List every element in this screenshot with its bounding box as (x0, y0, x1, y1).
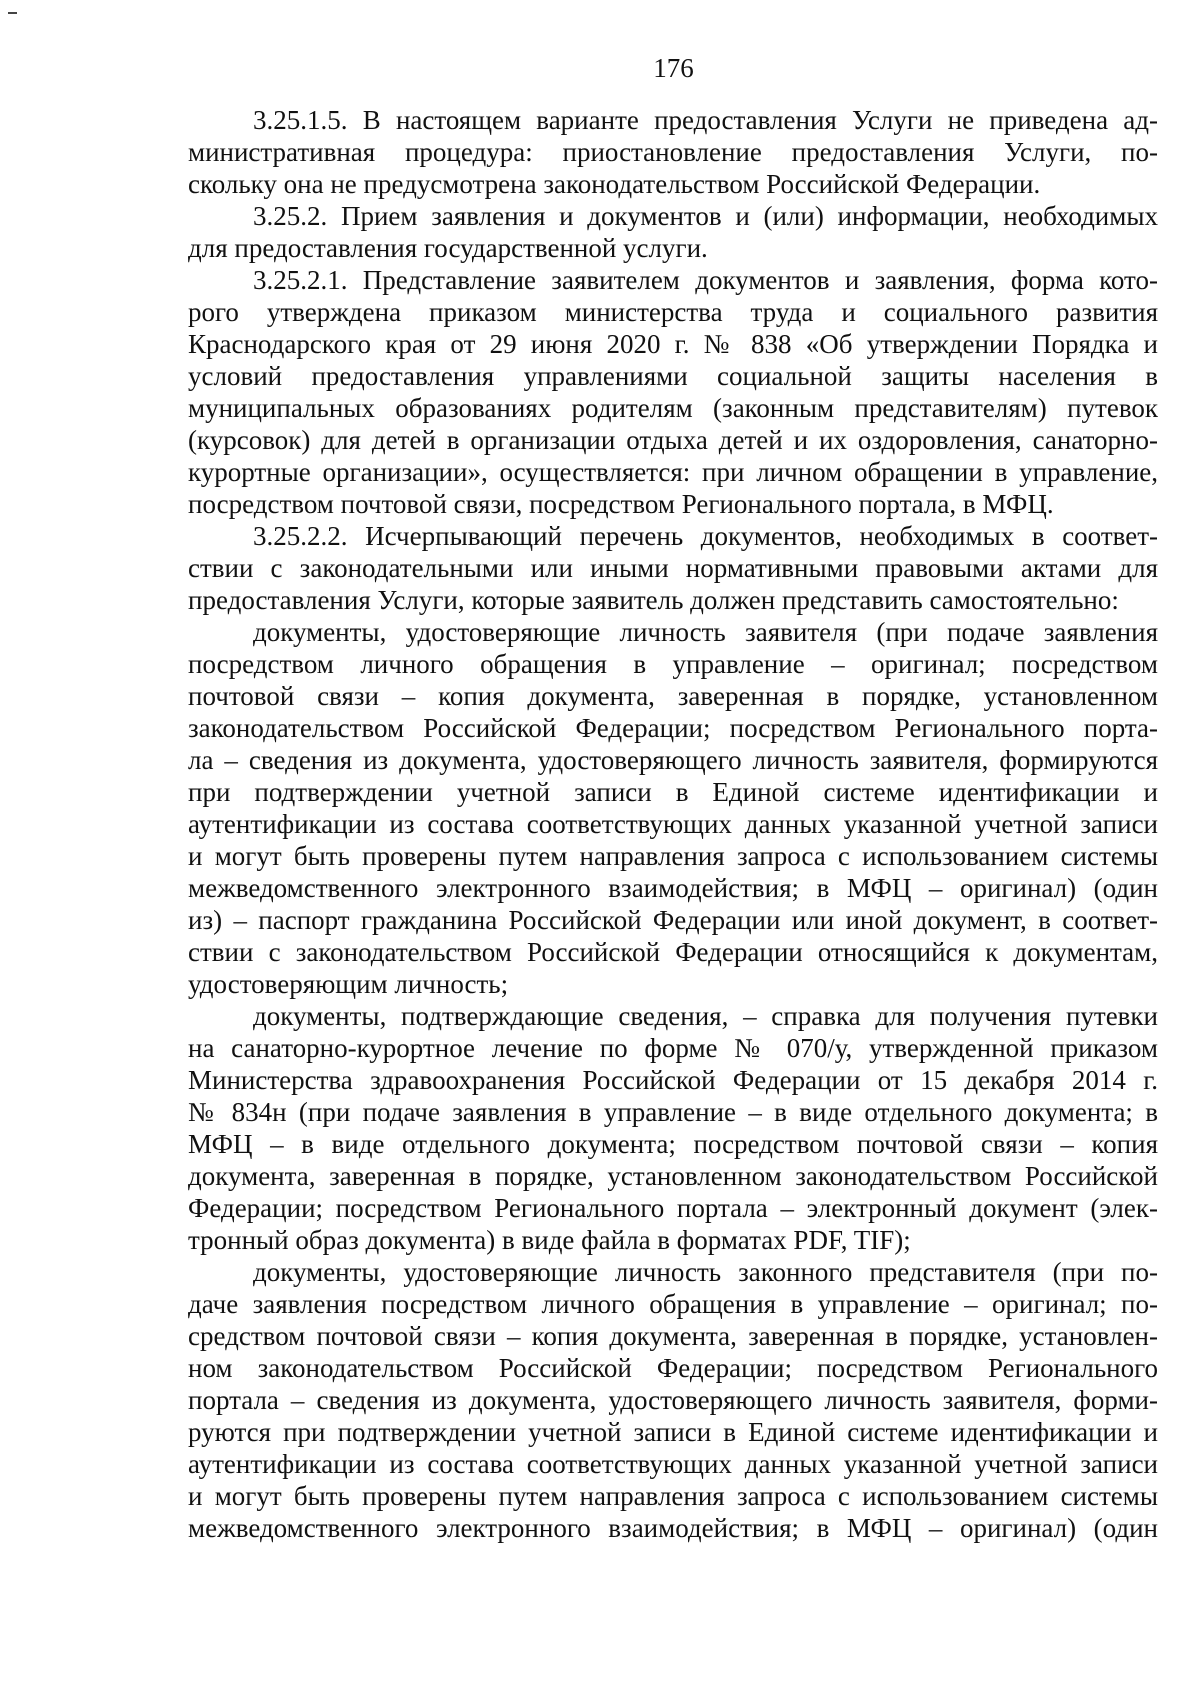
text-line: на санаторно-курортное лечение по форме № 070/у, утвержденной приказом (188, 1033, 1158, 1063)
text-line: при подтверждении учетной записи в Единой системе идентификации и (188, 777, 1158, 807)
text-line: ла – сведения из документа, удостоверяющего личность заявителя, формируются (188, 745, 1158, 775)
text-line: посредством личного обращения в управление – оригинал; посредством (188, 649, 1158, 679)
text-line: межведомственного электронного взаимодействия; в МФЦ – оригинал) (один (188, 873, 1158, 903)
text-line: документы, подтверждающие сведения, – справка для получения путевки (253, 1001, 1158, 1031)
text-line: ствии с законодательством Российской Федерации относящийся к документам, (188, 937, 1158, 967)
text-line: муниципальных образованиях родителям (законным представителям) путевок (188, 393, 1158, 423)
text-line: предоставления Услуги, которые заявитель должен представить самостоятельно: (188, 585, 1119, 615)
text-line: № 834н (при подаче заявления в управление – в виде отдельного документа; в (188, 1097, 1158, 1127)
text-line: законодательством Российской Федерации; посредством Регионального порта- (188, 713, 1158, 743)
text-line: и могут быть проверены путем направления запроса с использованием системы (188, 1481, 1158, 1511)
text-line: министративная процедура: приостановление предоставления Услуги, по- (188, 137, 1158, 167)
text-line: аутентификации из состава соответствующих данных указанной учетной записи (188, 809, 1158, 839)
text-line: даче заявления посредством личного обращения в управление – оригинал; по- (188, 1289, 1158, 1319)
text-line: удостоверяющим личность; (188, 969, 509, 999)
text-line: документы, удостоверяющие личность заявителя (при подаче заявления (253, 617, 1158, 647)
text-line: 3.25.2.1. Представление заявителем документов и заявления, форма кото- (253, 265, 1158, 295)
text-line: аутентификации из состава соответствующих данных указанной учетной записи (188, 1449, 1158, 1479)
page-number: 176 (653, 53, 694, 83)
text-line: портала – сведения из документа, удостоверяющего личность заявителя, форми- (188, 1385, 1158, 1415)
text-line: МФЦ – в виде отдельного документа; посредством почтовой связи – копия (188, 1129, 1158, 1159)
text-line: тронный образ документа) в виде файла в форматах PDF, TIF); (188, 1225, 911, 1255)
text-line: межведомственного электронного взаимодействия; в МФЦ – оригинал) (один (188, 1513, 1158, 1543)
text-line: 3.25.1.5. В настоящем варианте предоставления Услуги не приведена ад- (253, 105, 1158, 135)
text-line: рого утверждена приказом министерства труда и социального развития (188, 297, 1158, 327)
text-line: почтовой связи – копия документа, заверенная в порядке, установленном (188, 681, 1158, 711)
text-line: 3.25.2. Прием заявления и документов и (или) информации, необходимых (253, 201, 1158, 231)
text-line: Министерства здравоохранения Российской Федерации от 15 декабря 2014 г. (188, 1065, 1158, 1095)
text-line: скольку она не предусмотрена законодательством Российской Федерации. (188, 169, 1041, 199)
text-line: 3.25.2.2. Исчерпывающий перечень документов, необходимых в соответ- (253, 521, 1158, 551)
text-line: (курсовок) для детей в организации отдыха детей и их оздоровления, санаторно- (188, 425, 1158, 455)
text-line: средством почтовой связи – копия документа, заверенная в порядке, установлен- (188, 1321, 1158, 1351)
text-line: и могут быть проверены путем направления запроса с использованием системы (188, 841, 1158, 871)
text-line: ном законодательством Российской Федерации; посредством Регионального (188, 1353, 1158, 1383)
text-line: документы, удостоверяющие личность законного представителя (при по- (253, 1257, 1158, 1287)
text-line: руются при подтверждении учетной записи в Единой системе идентификации и (188, 1417, 1158, 1447)
text-line: Краснодарского края от 29 июня 2020 г. № 838 «Об утверждении Порядка и (188, 329, 1158, 359)
text-line: ствии с законодательными или иными нормативными правовыми актами для (188, 553, 1158, 583)
text-line: курортные организации», осуществляется: при личном обращении в управление, (188, 457, 1158, 487)
text-line: посредством почтовой связи, посредством Регионального портала, в МФЦ. (188, 489, 1054, 519)
text-line: документа, заверенная в порядке, установленном законодательством Российской (188, 1161, 1158, 1191)
text-line: условий предоставления управлениями социальной защиты населения в (188, 361, 1158, 391)
text-line: из) – паспорт гражданина Российской Федерации или иной документ, в соответ- (188, 905, 1158, 935)
scan-mark-top-left (8, 12, 17, 14)
text-line: Федерации; посредством Регионального портала – электронный документ (элек- (188, 1193, 1158, 1223)
text-line: для предоставления государственной услуги. (188, 233, 708, 263)
